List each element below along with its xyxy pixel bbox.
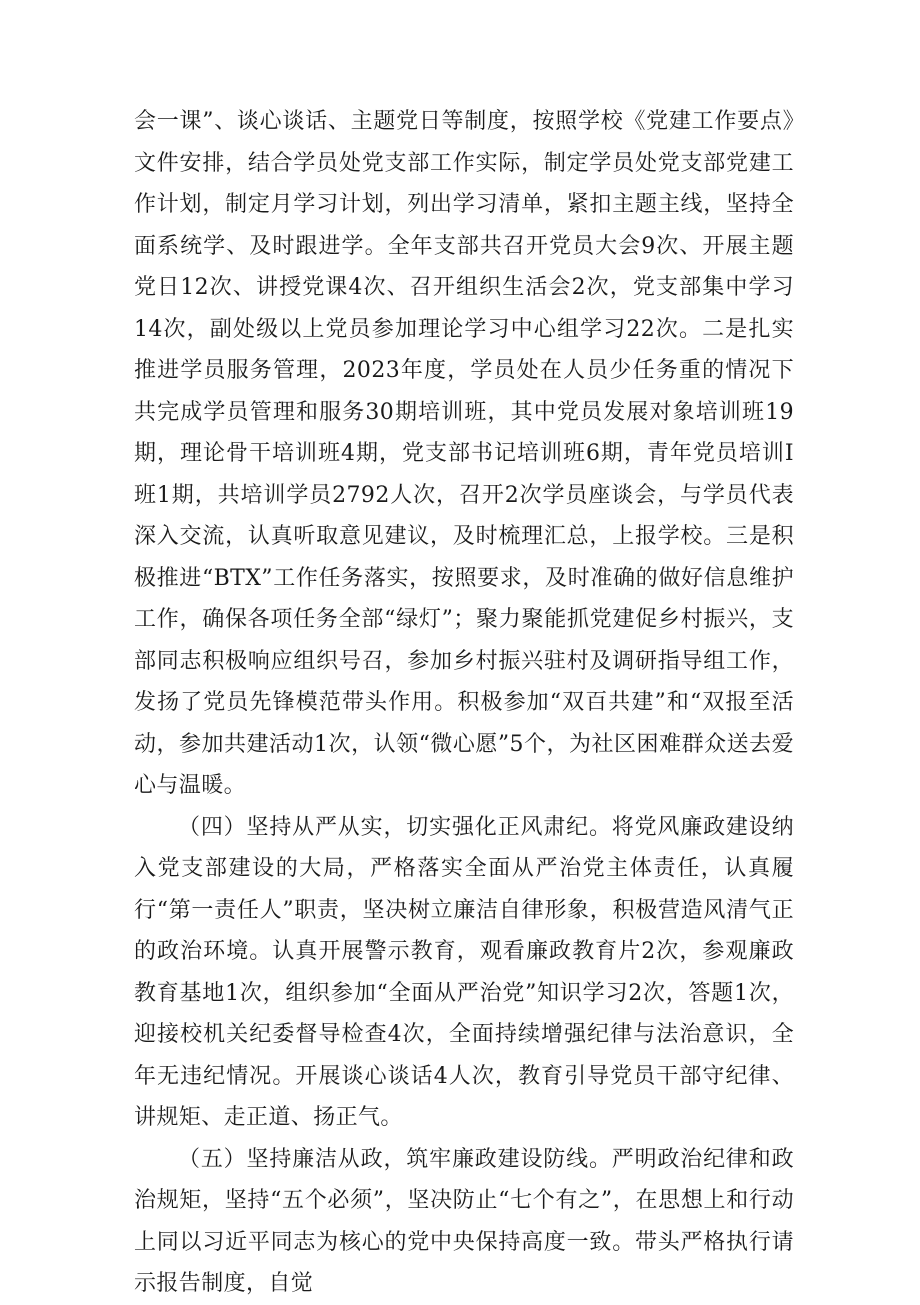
- document-body: [134, 101, 794, 1305]
- paragraph-section-five: （五）坚持廉洁从政，筑牢廉政建设防线。严明政治纪律和政治规矩，坚持“五个必须”，坚决防止“七个有之”，在思想上和行动上同以习近平同志为核心的党中央保持高度一致。带头严格执行请示报告制度，自觉: [134, 1146, 794, 1296]
- paragraph-continuation: 会一课”、谈心谈话、主题党日等制度，按照学校《党建工作要点》文件安排，结合学员处党支部工作实际，制定学员处党支部党建工作计划，制定月学习计划，列出学习清单，紧扣主题主线，坚持全面系统学、及时跟进学。全年支部共召开党员大会9次、开展主题党日12次、讲授党课4次、召开组织生活会2次，党支部集中学习14次，副处级以上党员参加理论学习中心组学习22次。二是扎实推进学员服务管理，2023年度，学员处在人员少任务重的情况下共完成学员管理和服务30期培训班，其中党员发展对象培训班19期，理论骨干培训班4期，党支部书记培训班6期，青年党员培训I班1期，共培训学员2792人次，召开2次学员座谈会，与学员代表深入交流，认真听取意见建议，及时梳理汇总，上报学校。三是积极推进“BTX”工作任务落实，按照要求，及时准确的做好信息维护工作，确保各项任务全部“绿灯”；聚力聚能抓党建促乡村振兴，支部同志积极响应组织号召，参加乡村振兴驻村及调研指导组工作，发扬了党员先锋模范带头作用。积极参加“双百共建”和“双报至活动，参加共建活动1次，认领“微心愿”5个，为社区困难群众送去爱心与温暖。: [134, 109, 794, 798]
- paragraph-section-four: （四）坚持从严从实，切实强化正风肃纪。将党风廉政建设纳入党支部建设的大局，严格落实全面从严治党主体责任，认真履行“第一责任人”职责，坚决树立廉洁自律形象，积极营造风清气正的政治环境。认真开展警示教育，观看廉政教育片2次，参观廉政教育基地1次，组织参加“全面从严治党”知识学习2次，答题1次，迎接校机关纪委督导检查4次，全面持续增强纪律与法治意识，全年无违纪情况。开展谈心谈话4人次，教育引导党员干部守纪律、讲规矩、走正道、扬正气。: [134, 814, 794, 1130]
